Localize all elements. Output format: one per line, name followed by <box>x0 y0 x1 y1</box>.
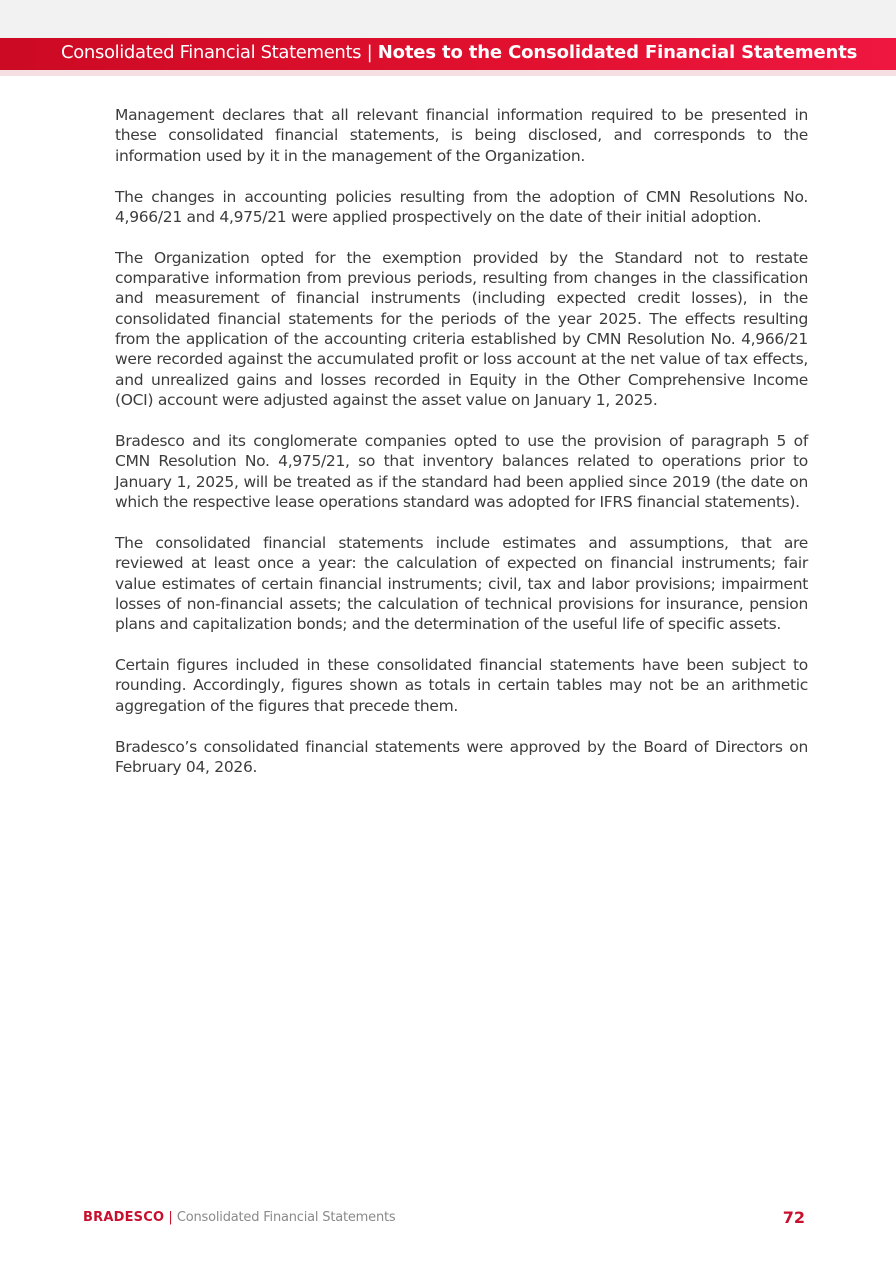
header-underline <box>0 70 896 76</box>
footer-separator: | <box>168 1210 173 1225</box>
header-subsection: Notes to the Consolidated Financial Statements <box>377 42 858 63</box>
paragraph-lease-provision: Bradesco and its conglomerate companies opted to use the provision of paragraph 5 of CMN Resolution No. 4,975/21, so that inventory balances related to operations prior to January 1, 2025, will be treated as if the standard had been applied since 2019 (the date on which the respective lease operations standard was adopted for IFRS financial statements). <box>115 431 808 511</box>
footer-document-title: Consolidated Financial Statements <box>176 1210 396 1225</box>
page-number: 72 <box>782 1208 805 1227</box>
paragraph-estimates-assumptions: The consolidated financial statements include estimates and assumptions, that are reviewed at least once a year: the calculation of expected on financial instruments; fair value estimates of certain financial instruments; civil, tax and labor provisions; impairment losses of non-financial assets; the calculation of technical provisions for insurance, pension plans and capitalization bonds; and the determination of the useful life of specific assets. <box>115 533 808 634</box>
paragraph-disclosure: Management declares that all relevant financial information required to be presented in these consolidated financial statements, is being disclosed, and corresponds to the information used by it in the management of the Organization. <box>115 106 808 165</box>
top-margin-strip <box>0 0 896 38</box>
paragraph-accounting-policy-changes: The changes in accounting policies resulting from the adoption of CMN Resolutions No. 4,966/21 and 4,975/21 were applied prospectively on the date of their initial adoption. <box>115 187 808 226</box>
paragraph-approval: Bradesco’s consolidated financial statements were approved by the Board of Directors on February 04, 2026. <box>115 737 808 776</box>
header-title <box>61 38 857 68</box>
header-separator: | <box>366 42 373 63</box>
page-header-band <box>0 38 896 70</box>
paragraph-restatement-exemption: The Organization opted for the exemption provided by the Standard not to restate comparative information from previous periods, resulting from changes in the classification and measurement of financial instruments (including expected credit losses), in the consolidated financial statements for the periods of the year 2025. The effects resulting from the application of the accounting criteria established by CMN Resolution No. 4,966/21 were recorded against the accumulated profit or loss account at the net value of tax effects, and unrealized gains and losses recorded in Equity in the Other Comprehensive Income (OCI) account were adjusted against the asset value on January 1, 2025. <box>115 248 808 410</box>
page-body <box>115 105 808 798</box>
header-section: Consolidated Financial Statements <box>61 42 362 63</box>
footer-brand-logo: BRADESCO <box>83 1210 165 1225</box>
paragraph-rounding: Certain figures included in these consolidated financial statements have been subject to rounding. Accordingly, figures shown as totals in certain tables may not be an arithmetic aggregation of the figures that precede them. <box>115 656 808 715</box>
page-footer <box>83 1210 805 1230</box>
